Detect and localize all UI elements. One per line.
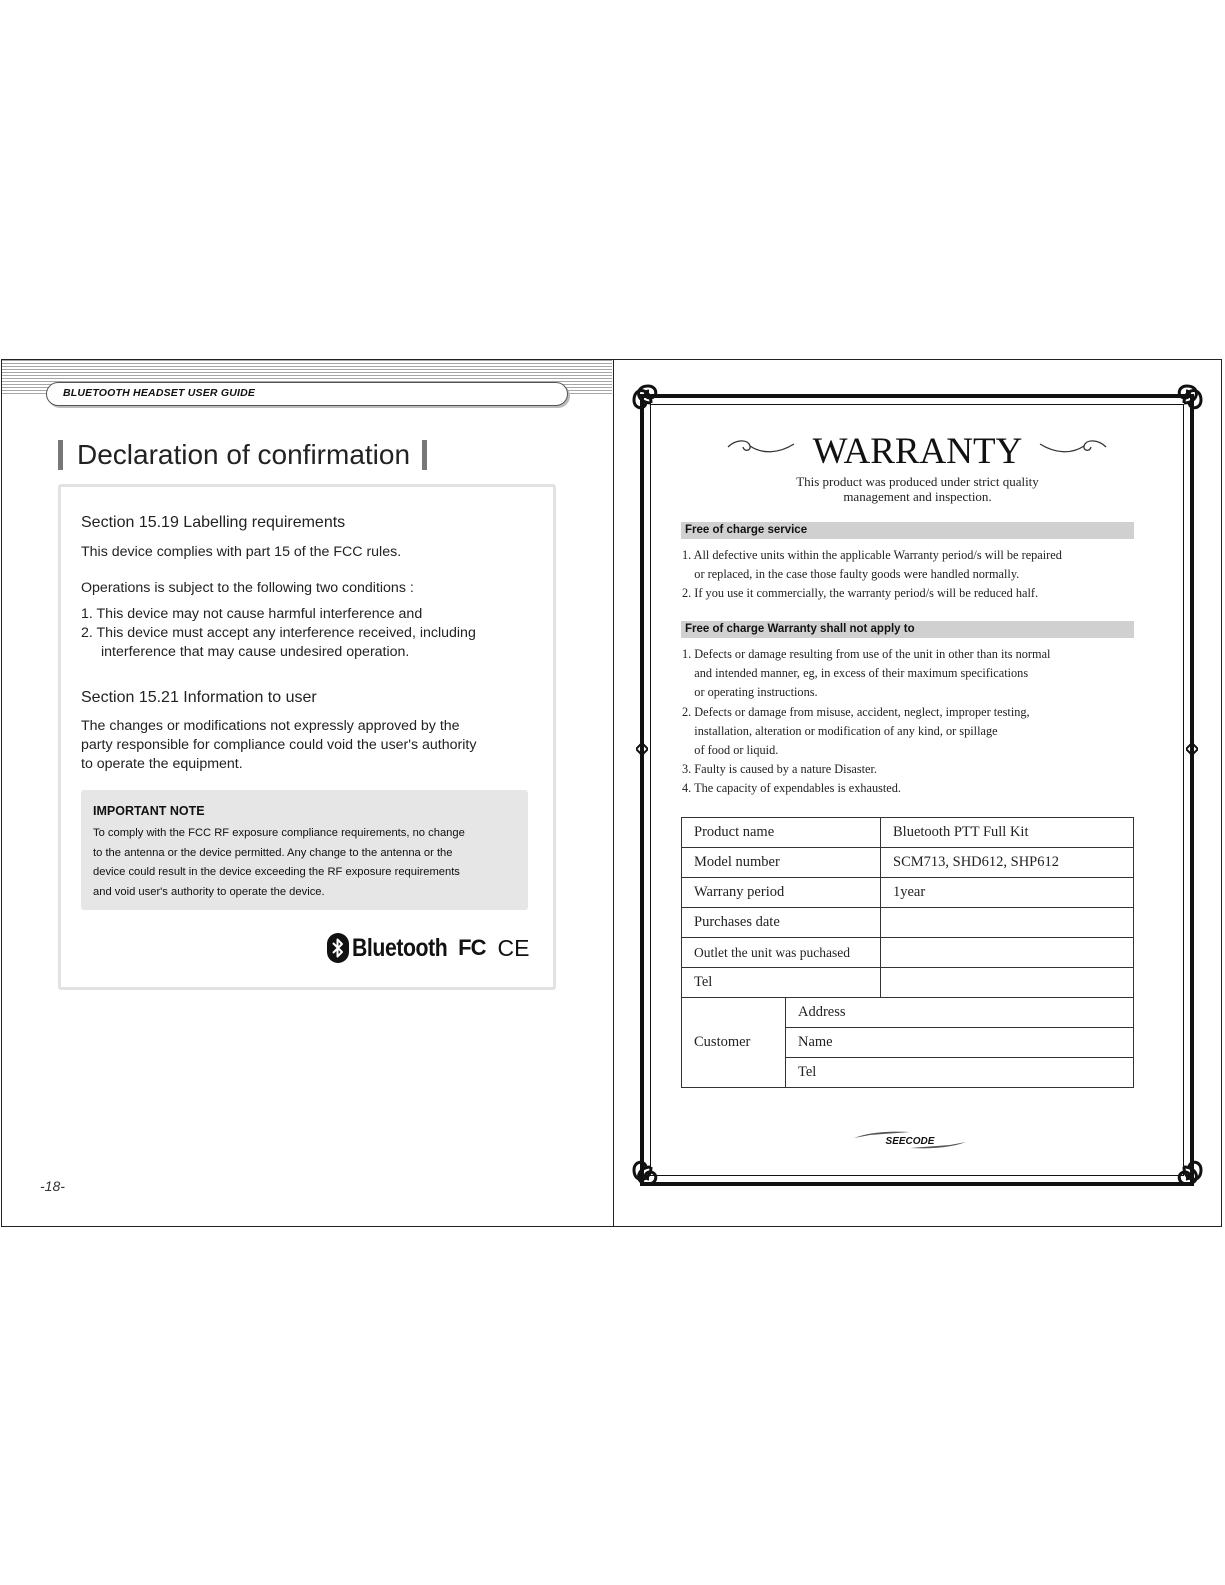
title-bar-right — [422, 440, 427, 470]
table-label: Model number — [682, 848, 881, 878]
important-note-body — [93, 824, 465, 902]
table-value — [881, 908, 1134, 938]
page-title-text: Declaration of confirmation — [77, 439, 411, 470]
important-note-line3: device could result in the device exceeding the RF exposure requirements — [93, 866, 460, 879]
important-note-line4: and void user's authority to operate the device. — [93, 885, 325, 898]
corner-ornament-icon — [626, 378, 676, 428]
free-service-line: or replaced, in the case those faulty goods were handled normally. — [682, 567, 1020, 582]
section2-line2: party responsible for compliance could void the user's authority — [81, 737, 477, 753]
bluetooth-wordmark: Bluetooth — [352, 933, 448, 962]
table-label: Purchases date — [682, 908, 881, 938]
section1-item1: 1. This device may not cause harmful interference and — [81, 606, 423, 622]
important-note — [81, 790, 528, 910]
table-value: 1year — [881, 878, 1134, 908]
not-apply-heading: Free of charge Warranty shall not apply to — [681, 621, 1134, 638]
table-row — [682, 998, 1134, 1028]
table-row — [682, 908, 1134, 938]
warranty-table — [681, 817, 1134, 1088]
table-label: Product name — [682, 818, 881, 848]
seecode-logo-text: SEECODE — [885, 1136, 935, 1147]
right-page — [614, 360, 1221, 1226]
table-row — [682, 818, 1134, 848]
page-number: -18- — [40, 1178, 65, 1194]
side-ornament-icon — [636, 743, 648, 755]
not-apply-line: 2. Defects or damage from misuse, accident, neglect, improper testing, — [682, 704, 1030, 719]
important-note-heading: IMPORTANT NOTE — [93, 804, 205, 818]
table-value: Bluetooth PTT Full Kit — [881, 818, 1134, 848]
section2-line1: The changes or modifications not expressly approved by the — [81, 718, 460, 734]
table-row — [682, 848, 1134, 878]
not-apply-line: 3. Faulty is caused by a nature Disaster. — [682, 762, 877, 777]
section-15-21-heading: Section 15.21 Information to user — [81, 689, 317, 706]
table-label: Tel — [682, 968, 881, 998]
section2-line3: to operate the equipment. — [81, 756, 243, 772]
customer-field: Name — [786, 1028, 1134, 1058]
declaration-box — [58, 484, 556, 990]
section1-line1: This device complies with part 15 of the FCC rules. — [81, 544, 402, 560]
table-value — [881, 938, 1134, 968]
important-note-line2: to the antenna or the device permitted. Any change to the antenna or the — [93, 846, 453, 859]
manual-spread — [1, 359, 1222, 1227]
fcc-logo: FC — [458, 935, 486, 960]
important-note-line1: To comply with the FCC RF exposure compliance requirements, no change — [93, 827, 465, 839]
seecode-logo — [850, 1129, 970, 1151]
warranty-subtitle-line1: This product was produced under strict quality — [796, 474, 1039, 489]
table-label: Warrany period — [682, 878, 881, 908]
not-apply-line: of food or liquid. — [682, 743, 779, 758]
warranty-subtitle — [614, 474, 1221, 504]
customer-label: Customer — [682, 998, 786, 1088]
corner-ornament-icon — [1159, 378, 1209, 428]
table-row — [682, 878, 1134, 908]
header-tab-label: BLUETOOTH HEADSET USER GUIDE — [63, 387, 256, 399]
free-service-list — [682, 546, 1062, 604]
header-tab — [46, 382, 568, 406]
free-service-line: 2. If you use it commercially, the warranty period/s will be reduced half. — [682, 586, 1039, 601]
free-service-line: 1. All defective units within the applicable Warranty period/s will be repaired — [682, 548, 1062, 562]
not-apply-line: and intended manner, eg, in excess of their maximum specifications — [682, 666, 1029, 681]
customer-field: Address — [786, 998, 1134, 1028]
section1-item2b: interference that may cause undesired operation. — [101, 644, 410, 660]
free-service-heading: Free of charge service — [681, 522, 1134, 539]
not-apply-list — [682, 645, 1050, 799]
section1-item2a: 2. This device must accept any interference received, including — [81, 625, 476, 641]
warranty-title: WARRANTY — [812, 431, 1023, 472]
section1-line2: Operations is subject to the following two conditions : — [81, 580, 414, 596]
not-apply-line: 1. Defects or damage resulting from use of the unit in other than its normal — [682, 647, 1051, 661]
warranty-subtitle-line2: management and inspection. — [843, 489, 992, 504]
table-row — [682, 968, 1134, 998]
side-ornament-icon — [1186, 743, 1198, 755]
section-15-19-heading: Section 15.19 Labelling requirements — [81, 514, 346, 531]
table-value — [881, 968, 1134, 998]
certification-logos — [327, 930, 529, 966]
left-page — [2, 360, 613, 1226]
ce-logo: CE — [497, 934, 530, 961]
table-label: Outlet the unit was puchased — [682, 938, 881, 968]
bluetooth-icon — [327, 933, 349, 963]
not-apply-line: or operating instructions. — [682, 685, 818, 700]
customer-field: Tel — [786, 1058, 1134, 1088]
table-row — [682, 938, 1134, 968]
title-bar-left — [58, 440, 63, 470]
table-value: SCM713, SHD612, SHP612 — [881, 848, 1134, 878]
corner-ornament-icon — [626, 1142, 676, 1192]
not-apply-line: installation, alteration or modification of any kind, or spillage — [682, 723, 998, 738]
not-apply-line: 4. The capacity of expendables is exhausted. — [682, 781, 901, 796]
page-title — [58, 438, 427, 472]
corner-ornament-icon — [1159, 1142, 1209, 1192]
